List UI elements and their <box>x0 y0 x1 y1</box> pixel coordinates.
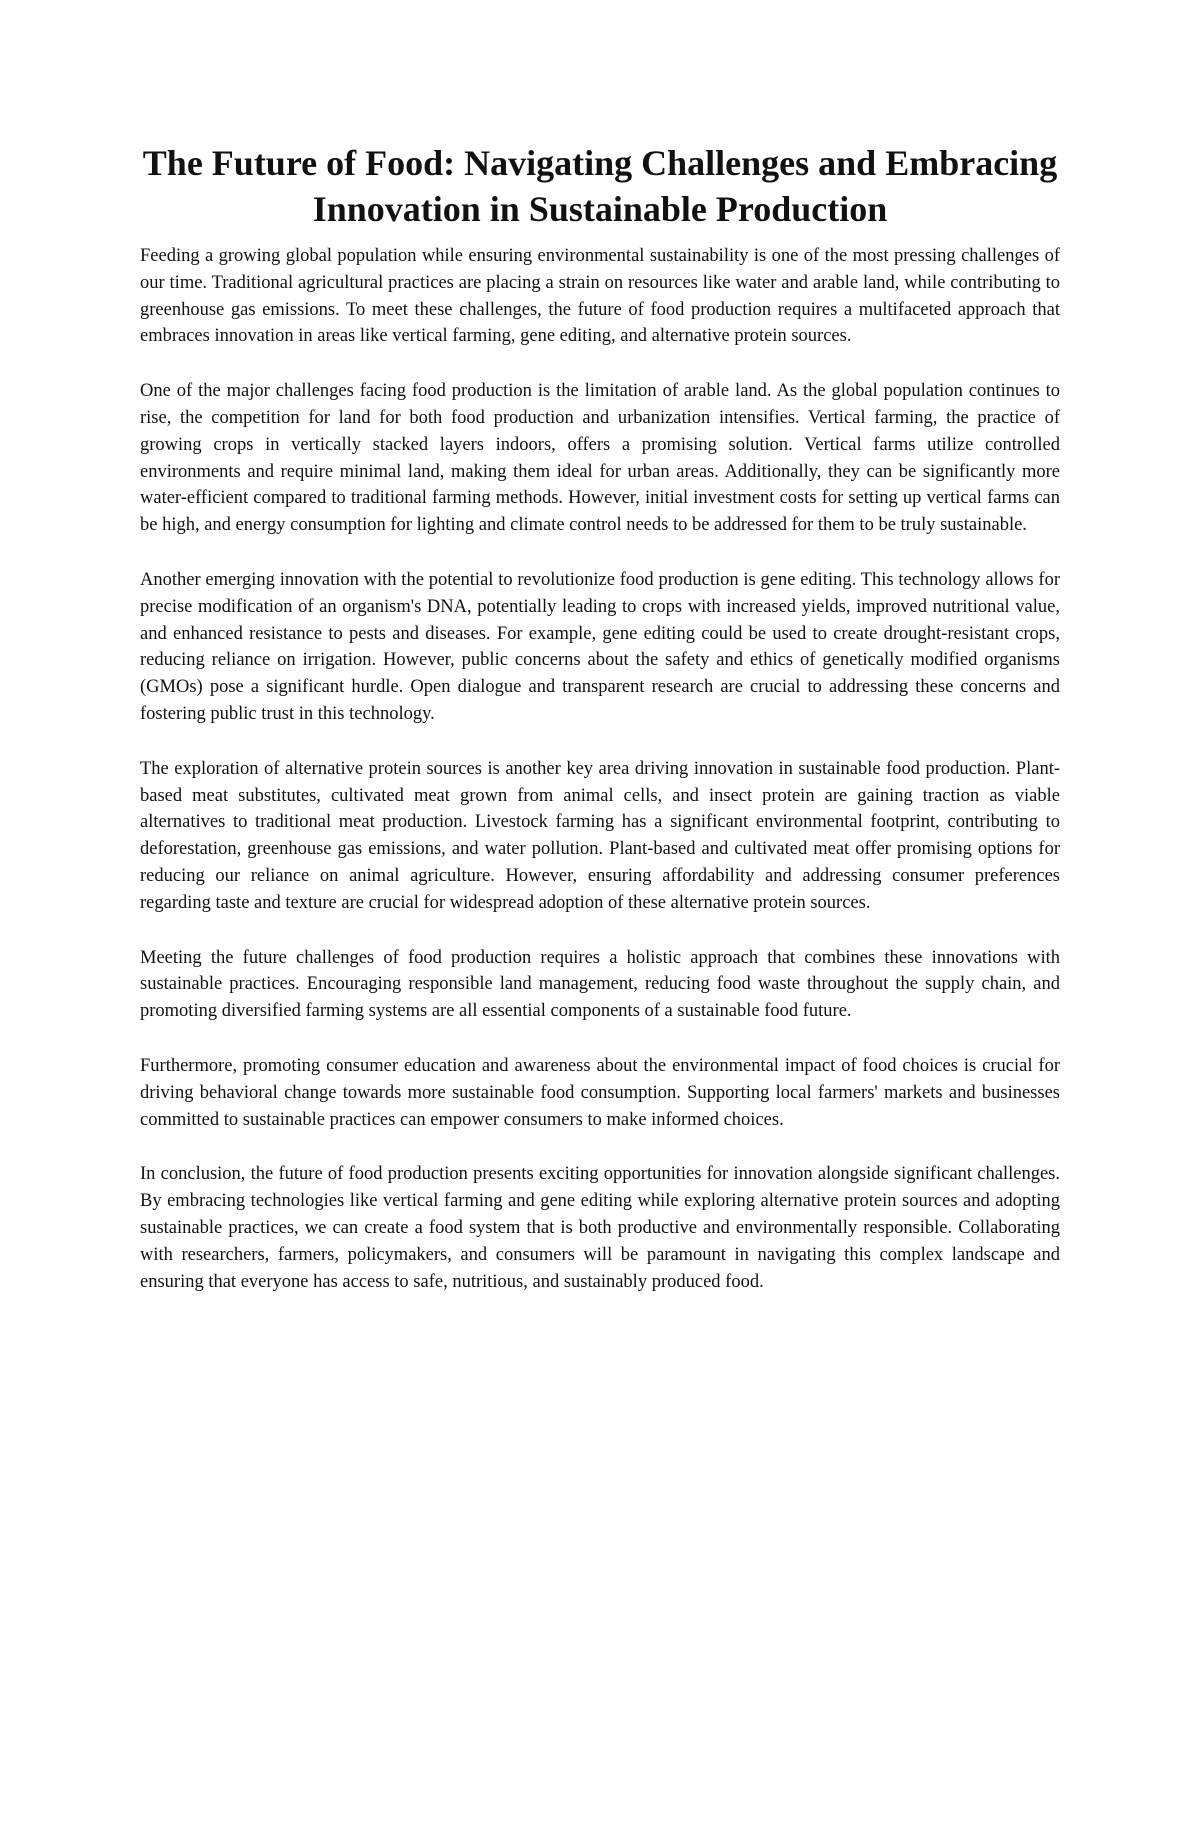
paragraph-introduction: Feeding a growing global population while ensuring environmental sustainability is one of the most pressing challenges of our time. Traditional agricultural practices are placing a strain on resources like water and arable land, while contributing to greenhouse gas emissions. To meet these challenges, the future of food production requires a multifaceted approach that embraces innovation in areas like vertical farming, gene editing, and alternative protein sources. <box>140 246 1060 347</box>
paragraph-vertical-farming: One of the major challenges facing food production is the limitation of arable land. As the global population continues to rise, the competition for land for both food production and urbanization intensifies. Vertical farming, the practice of growing crops in vertically stacked layers indoors, offers a promising solution. Vertical farms utilize controlled environments and require minimal land, making them ideal for urban areas. Additionally, they can be significantly more water-efficient compared to traditional farming methods. However, initial investment costs for setting up vertical farms can be high, and energy consumption for lighting and climate control needs to be addressed for them to be truly sustainable. <box>140 381 1060 536</box>
document-title: The Future of Food: Navigating Challenges and Embracing Innovation in Sustainable Production <box>142 143 1058 229</box>
paragraph-gene-editing: Another emerging innovation with the potential to revolutionize food production is gene editing. This technology allows for precise modification of an organism's DNA, potentially leading to crops with increased yields, improved nutritional value, and enhanced resistance to pests and diseases. For example, gene editing could be used to create drought-resistant crops, reducing reliance on irrigation. However, public concerns about the safety and ethics of genetically modified organisms (GMOs) pose a significant hurdle. Open dialogue and transparent research are crucial to addressing these concerns and fostering public trust in this technology. <box>140 569 1060 724</box>
paragraph-holistic-approach: Meeting the future challenges of food production requires a holistic approach that combines these innovations with sustainable practices. Encouraging responsible land management, reducing food waste throughout the supply chain, and promoting diversified farming systems are all essential components of a sustainable food future. <box>140 947 1060 1022</box>
paragraph-alternative-protein: The exploration of alternative protein sources is another key area driving innovation in sustainable food production. Plant-based meat substitutes, cultivated meat grown from animal cells, and insect protein are gaining traction as viable alternatives to traditional meat production. Livestock farming has a significant environmental footprint, contributing to deforestation, greenhouse gas emissions, and water pollution. Plant-based and cultivated meat offer promising options for reducing our reliance on animal agriculture. However, ensuring affordability and addressing consumer preferences regarding taste and texture are crucial for widespread adoption of these alternative protein sources. <box>140 758 1060 913</box>
paragraph-conclusion: In conclusion, the future of food production presents exciting opportunities for innovation alongside significant challenges. By embracing technologies like vertical farming and gene editing while exploring alternative protein sources and adopting sustainable practices, we can create a food system that is both productive and environmentally responsible. Collaborating with researchers, farmers, policymakers, and consumers will be paramount in navigating this complex landscape and ensuring that everyone has access to safe, nutritious, and sustainably produced food. <box>140 1164 1060 1292</box>
document-body <box>140 243 1060 1323</box>
paragraph-consumer-education: Furthermore, promoting consumer education and awareness about the environmental impact of food choices is crucial for driving behavioral change towards more sustainable food consumption. Supporting local farmers' markets and businesses committed to sustainable practices can empower consumers to make informed choices. <box>140 1055 1060 1130</box>
